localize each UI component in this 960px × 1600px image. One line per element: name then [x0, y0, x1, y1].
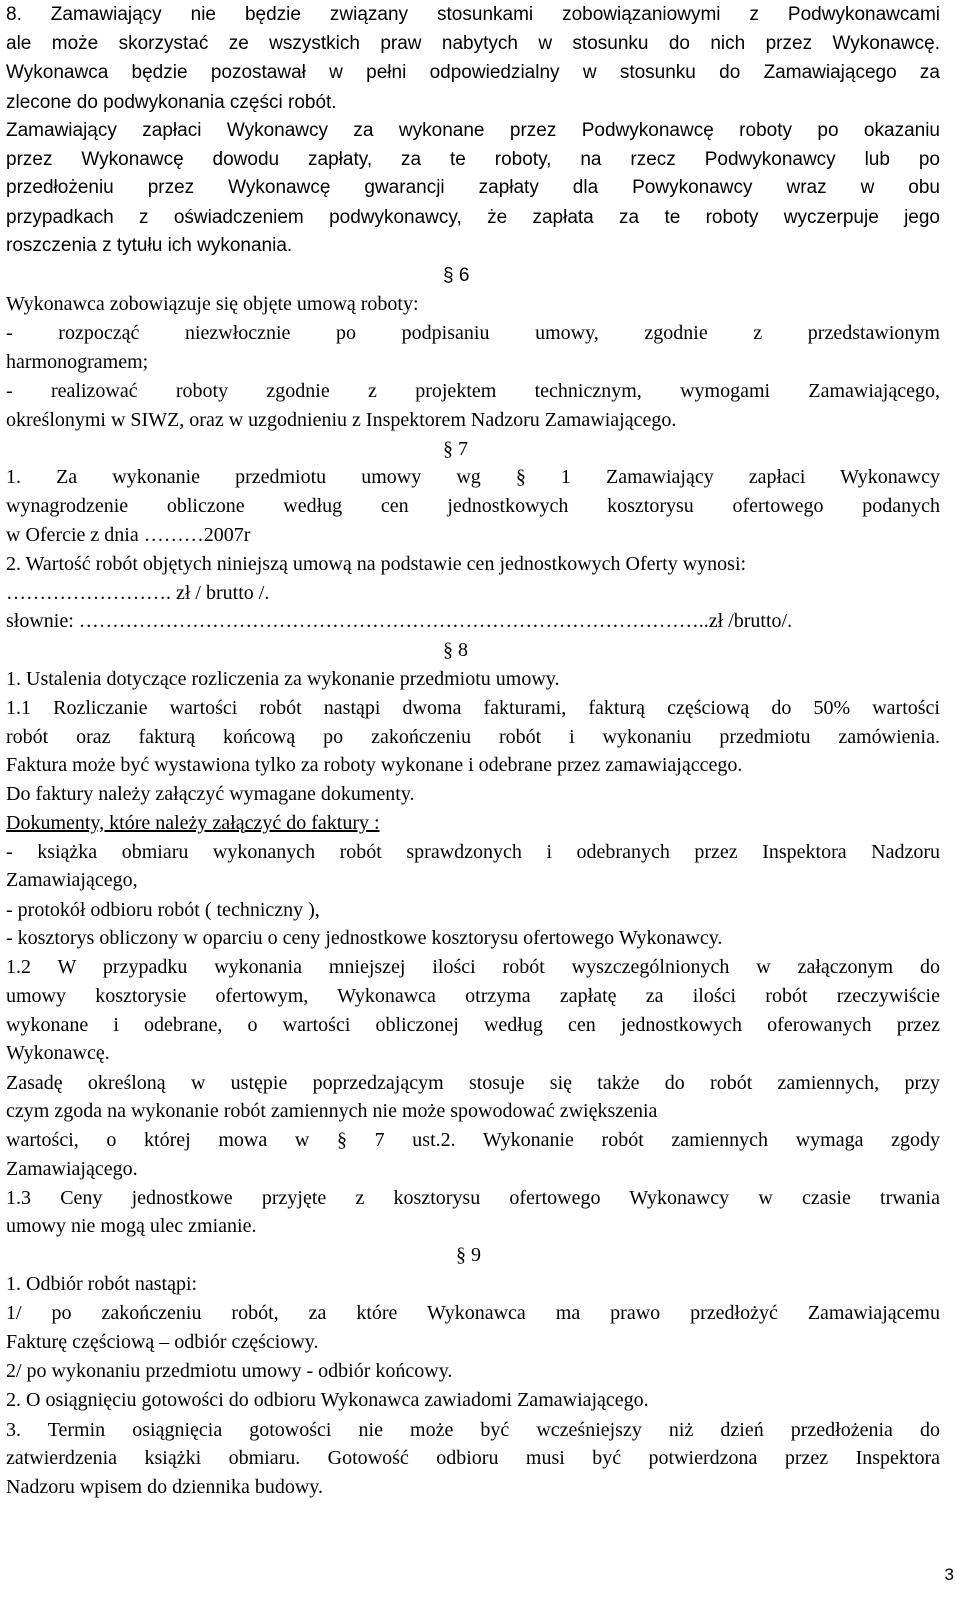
text-line: harmonogramem; [6, 351, 149, 373]
text-line: zatwierdzenia książki obmiaru. Gotowość odbioru musi być potwierdzona przez Inspektora [6, 1447, 940, 1469]
text-line: ale może skorzystać ze wszystkich praw nabytych w stosunku do nich przez Wykonawcę. [6, 33, 940, 54]
text-line: Zamawiający zapłaci Wykonawcy za wykonane przez Podwykonawcę roboty po okazaniu [6, 120, 940, 141]
text-line: Dokumenty, które należy załączyć do faktury : [6, 812, 380, 834]
text-line: - realizować roboty zgodnie z projektem technicznym, wymogami Zamawiającego, [6, 380, 940, 402]
text-line: 3. Termin osiągnięcia gotowości nie może być wcześniejszy niż dzień przedłożenia do [6, 1419, 940, 1441]
text-line: w Ofercie z dnia ………2007r [6, 524, 251, 546]
text-line: - protokół odbioru robót ( techniczny ), [6, 899, 320, 921]
text-line: wykonane i odebrane, o wartości obliczonej według cen jednostkowych oferowanych przez [6, 1014, 940, 1036]
text-line: przez Wykonawcę dowodu zapłaty, za te roboty, na rzecz Podwykonawcy lub po [6, 149, 940, 170]
text-line: 1.2 W przypadku wykonania mniejszej ilości robót wyszczególnionych w załączonym do [6, 956, 940, 978]
text-line: czym zgoda na wykonanie robót zamiennych nie może spowodować zwiększenia [6, 1100, 658, 1122]
text-line: 1. Za wykonanie przedmiotu umowy wg § 1 Zamawiający zapłaci Wykonawcy [6, 466, 940, 488]
text-line: ……………………. zł / brutto /. [6, 582, 270, 604]
text-line: 8. Zamawiający nie będzie związany stosunkami zobowiązaniowymi z Podwykonawcami [6, 4, 940, 25]
text-line: Zamawiającego. [6, 1158, 138, 1180]
text-line: 1. Odbiór robót nastąpi: [6, 1273, 198, 1295]
text-line: 1. Ustalenia dotyczące rozliczenia za wykonanie przedmiotu umowy. [6, 668, 560, 690]
section-heading: § 7 [443, 438, 468, 460]
section-heading: § 8 [443, 639, 468, 661]
page-number: 3 [944, 1565, 954, 1584]
text-line: Zamawiającego, [6, 869, 138, 891]
text-line: 2. O osiągnięciu gotowości do odbioru Wykonawca zawiadomi Zamawiającego. [6, 1389, 649, 1411]
text-line: Wykonawca będzie pozostawał w pełni odpowiedzialny w stosunku do Zamawiającego za [6, 62, 940, 83]
text-line: Zasadę określoną w ustępie poprzedzającym stosuje się także do robót zamiennych, przy [6, 1072, 940, 1094]
section-heading: § 6 [443, 265, 470, 286]
text-line: wartości, o której mowa w § 7 ust.2. Wykonanie robót zamiennych wymaga zgody [6, 1129, 940, 1151]
text-line: 1/ po zakończeniu robót, za które Wykonawca ma prawo przedłożyć Zamawiającemu [6, 1302, 940, 1324]
text-line: Nadzoru wpisem do dziennika budowy. [6, 1476, 323, 1498]
text-line: zlecone do podwykonania części robót. [6, 92, 337, 113]
text-line: roszczenia z tytułu ich wykonania. [6, 235, 293, 256]
text-line: robót oraz fakturą końcową po zakończeniu robót i wykonaniu przedmiotu zamówienia. [6, 726, 940, 748]
text-line: przypadkach z oświadczeniem podwykonawcy, że zapłata za te roboty wyczerpuje jego [6, 207, 940, 228]
text-line: Wykonawca zobowiązuje się objęte umową roboty: [6, 293, 419, 315]
text-line: - kosztorys obliczony w oparciu o ceny jednostkowe kosztorysu ofertowego Wykonawcy. [6, 927, 723, 949]
text-line: 1.1 Rozliczanie wartości robót nastąpi dwoma fakturami, fakturą częściową do 50% wartości [6, 697, 940, 719]
text-line: wynagrodzenie obliczone według cen jednostkowych kosztorysu ofertowego podanych [6, 495, 940, 517]
text-line: określonymi w SIWZ, oraz w uzgodnieniu z Inspektorem Nadzoru Zamawiającego. [6, 409, 677, 431]
section-heading: § 9 [456, 1244, 481, 1266]
text-line: Fakturę częściową – odbiór częściowy. [6, 1331, 319, 1353]
text-line: 1.3 Ceny jednostkowe przyjęte z kosztorysu ofertowego Wykonawcy w czasie trwania [6, 1187, 940, 1209]
text-line: 2. Wartość robót objętych niniejszą umową na podstawie cen jednostkowych Oferty wynosi: [6, 553, 747, 575]
text-line: Faktura może być wystawiona tylko za roboty wykonane i odebrane przez zamawiająccego. [6, 754, 743, 776]
text-line: Wykonawcę. [6, 1042, 110, 1064]
text-line: przedłożeniu przez Wykonawcę gwarancji zapłaty dla Powykonawcy wraz w obu [6, 177, 940, 198]
text-line: Do faktury należy załączyć wymagane dokumenty. [6, 783, 415, 805]
text-line: 2/ po wykonaniu przedmiotu umowy - odbiór końcowy. [6, 1360, 453, 1382]
text-line: umowy kosztorysie ofertowym, Wykonawca otrzyma zapłatę za ilości robót rzeczywiście [6, 985, 940, 1007]
text-line: słownie: …………………………………………………………………………………..zł /brutto/. [6, 610, 793, 632]
text-line: - rozpocząć niezwłocznie po podpisaniu umowy, zgodnie z przedstawionym [6, 322, 940, 344]
text-line: - książka obmiaru wykonanych robót sprawdzonych i odebranych przez Inspektora Nadzoru [6, 841, 940, 863]
text-line: umowy nie mogą ulec zmianie. [6, 1215, 257, 1237]
